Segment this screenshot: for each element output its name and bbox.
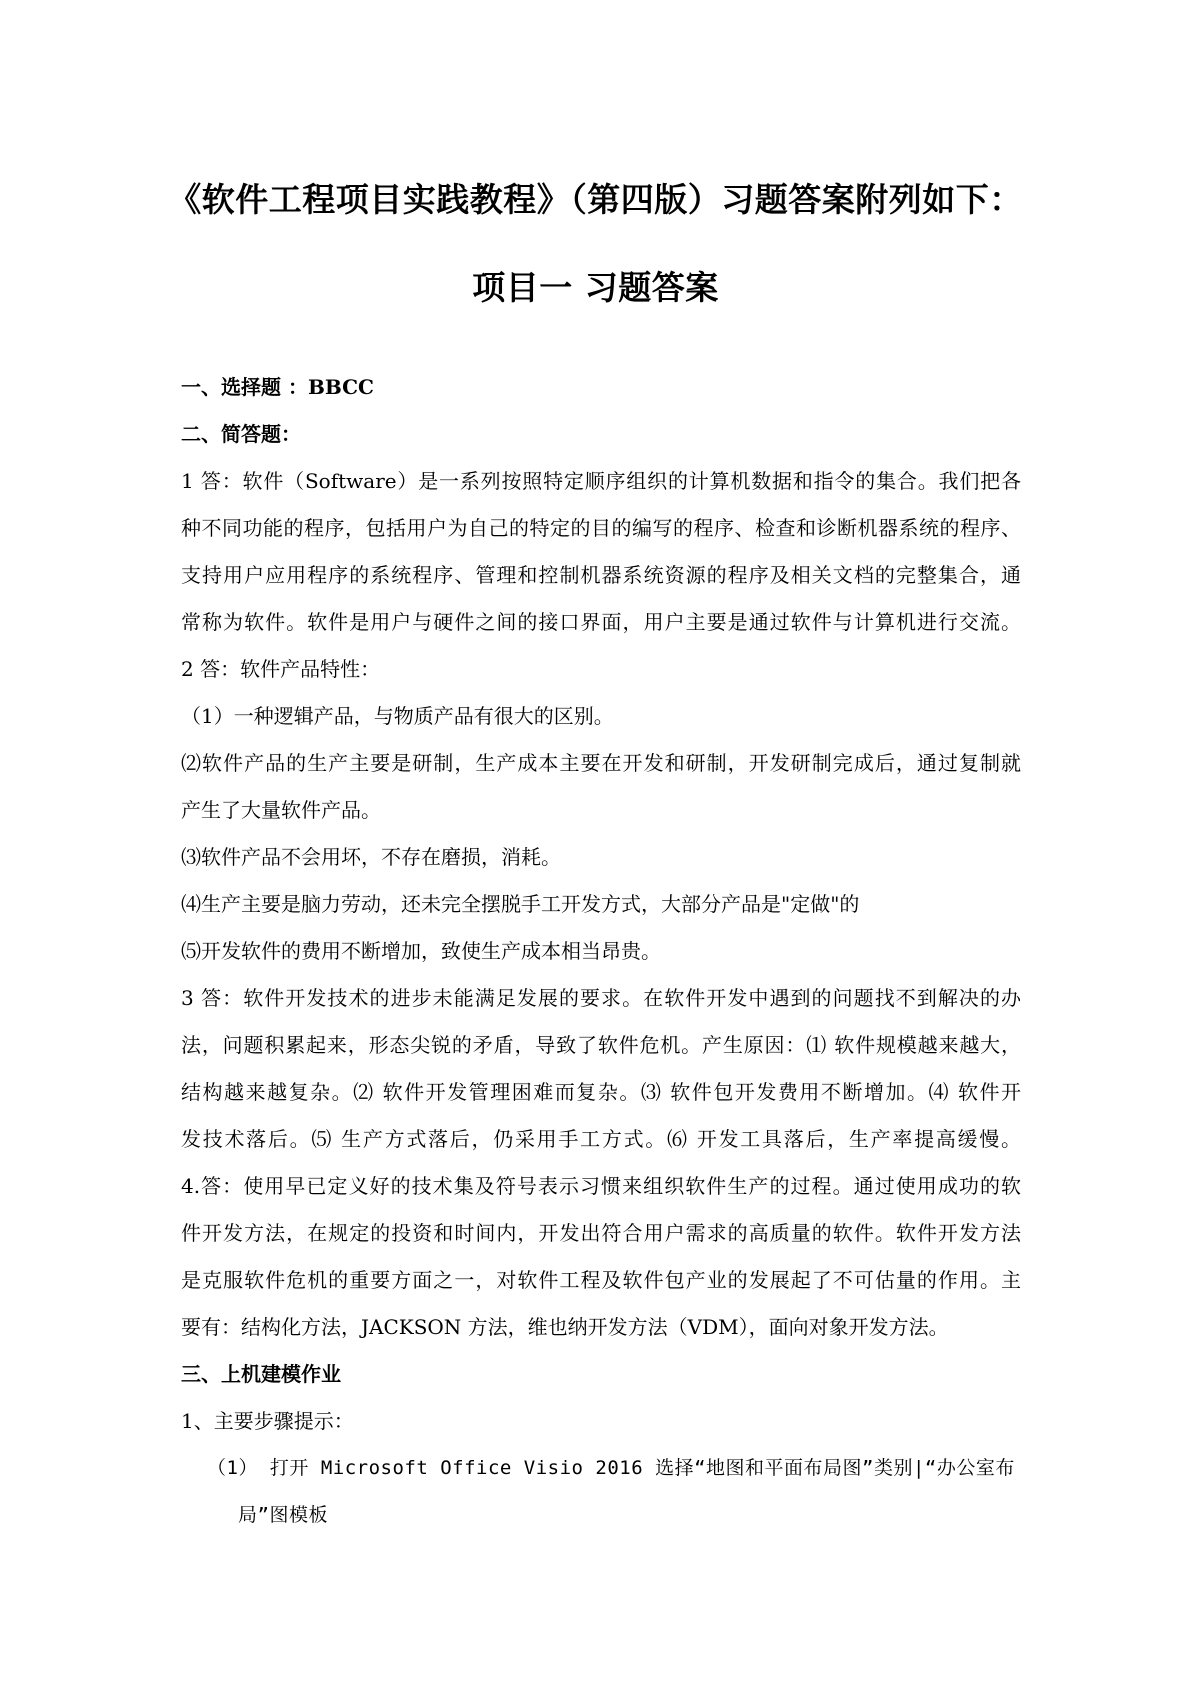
text-line: 3 答：软件开发技术的进步未能满足发展的要求。在软件开发中遇到的问题找不到解决的办 bbox=[181, 986, 1021, 1010]
text-line: 产生了大量软件产品。 bbox=[181, 798, 381, 822]
text-line: ⑷生产主要是脑力劳动，还未完全摆脱手工开发方式，大部分产品是"定做"的 bbox=[181, 892, 860, 916]
text-line: ⑸开发软件的费用不断增加，致使生产成本相当昂贵。 bbox=[181, 939, 661, 963]
text-line: 二、简答题： bbox=[181, 422, 301, 446]
text-line: 2 答：软件产品特性： bbox=[181, 657, 381, 681]
section-title: 项目一 习题答案 bbox=[472, 268, 719, 307]
text-line: ⑶软件产品不会用坏，不存在磨损，消耗。 bbox=[181, 845, 561, 869]
text-line: （1） 打开 Microsoft Office Visio 2016 选择“地图和平面布局图”类别|“办公室布 bbox=[207, 1457, 1015, 1479]
text-line: 种不同功能的程序，包括用户为自己的特定的目的编写的程序、检查和诊断机器系统的程序、 bbox=[181, 516, 1021, 540]
text-line: 常称为软件。软件是用户与硬件之间的接口界面，用户主要是通过软件与计算机进行交流。 bbox=[181, 610, 1021, 634]
text-line: 件开发方法，在规定的投资和时间内，开发出符合用户需求的高质量的软件。软件开发方法 bbox=[181, 1221, 1021, 1245]
text-line: ⑵软件产品的生产主要是研制，生产成本主要在开发和研制，开发研制完成后，通过复制就 bbox=[181, 751, 1021, 775]
document-title: 《软件工程项目实践教程》（第四版）习题答案附列如下： bbox=[168, 180, 1023, 219]
document-body bbox=[181, 364, 1021, 1539]
text-line: 是克服软件危机的重要方面之一，对软件工程及软件包产业的发展起了不可估量的作用。主 bbox=[181, 1268, 1021, 1292]
text-line: 一、选择题 ：BBCC bbox=[181, 375, 374, 399]
text-line: 1 答：软件（Software）是一系列按照特定顺序组织的计算机数据和指令的集合。我们把各 bbox=[181, 469, 1021, 493]
text-line: 局”图模板 bbox=[238, 1504, 328, 1526]
text-line: （1）一种逻辑产品，与物质产品有很大的区别。 bbox=[181, 704, 614, 728]
text-line: 要有：结构化方法，JACKSON 方法，维也纳开发方法（VDM），面向对象开发方法。 bbox=[181, 1315, 949, 1339]
text-line: 4.答：使用早已定义好的技术集及符号表示习惯来组织软件生产的过程。通过使用成功的软 bbox=[181, 1174, 1021, 1198]
text-line: 法，问题积累起来，形态尖锐的矛盾，导致了软件危机。产生原因：⑴ 软件规模越来越大， bbox=[181, 1033, 1021, 1057]
text-line: 三、上机建模作业 bbox=[181, 1362, 341, 1386]
text-line: 支持用户应用程序的系统程序、管理和控制机器系统资源的程序及相关文档的完整集合，通 bbox=[181, 563, 1021, 587]
text-line: 发技术落后。⑸ 生产方式落后，仍采用手工方式。⑹ 开发工具落后，生产率提高缓慢。 bbox=[181, 1127, 1021, 1151]
text-line: 1、主要步骤提示： bbox=[181, 1409, 354, 1433]
text-line: 结构越来越复杂。⑵ 软件开发管理困难而复杂。⑶ 软件包开发费用不断增加。⑷ 软件开 bbox=[181, 1080, 1021, 1104]
